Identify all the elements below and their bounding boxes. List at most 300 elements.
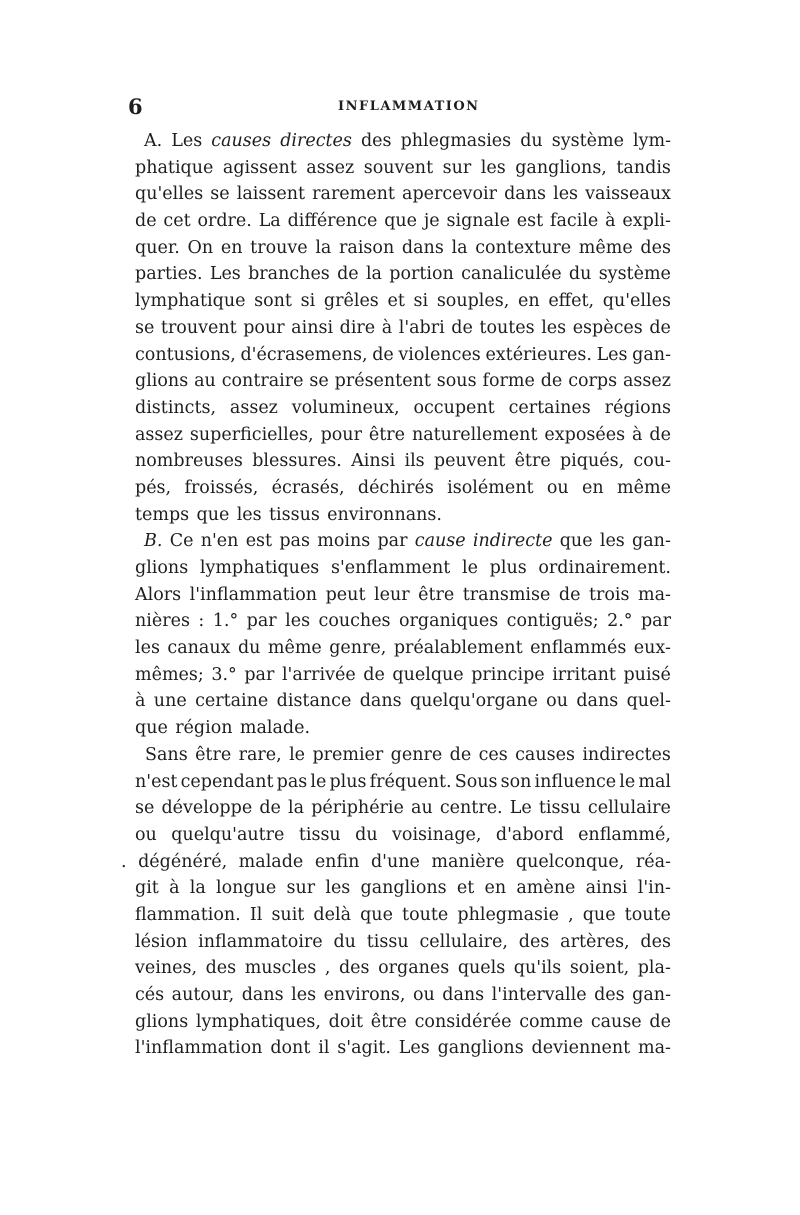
word: plus [329,771,367,792]
word: qu'elles [602,291,671,312]
word: considérée [414,1011,512,1032]
word: de [540,371,563,392]
word: au [194,371,216,392]
word: cellulaire, [419,931,508,952]
word: 1.° [212,611,239,632]
word: piqués, [559,451,625,472]
word: eux- [633,638,671,659]
word: les [325,878,351,899]
word: au [411,798,433,819]
word: naturellement [411,424,538,445]
word: glions [135,558,189,578]
text-line [135,769,671,796]
word: glions [135,1011,189,1032]
word: l'intervalle [491,985,587,1005]
word: les [236,504,262,525]
word: , [568,904,574,925]
text-line [135,982,671,1009]
word: dont [270,1038,311,1059]
word: froissés, [184,477,259,498]
word: ou [412,985,435,1005]
word: de [337,264,359,285]
word: dégénéré, [138,851,228,872]
word: préalablement [393,638,523,659]
word: son [500,771,532,792]
word: se [210,184,230,205]
word: genre, [329,638,387,659]
word: l'inflammation [135,1038,263,1059]
word: du [568,264,592,285]
word: delà [313,904,352,925]
word: si [300,291,316,312]
word: longue [216,878,277,899]
word: dans [442,985,485,1005]
word: système [598,264,671,285]
word: le [310,771,327,792]
word: vaisseaux [585,184,671,205]
word: mal [638,771,671,792]
word: assez [622,371,671,392]
word: effet, [548,291,595,312]
word: ou [135,824,157,845]
word: ainsi [291,317,334,338]
word: n'en [200,531,239,552]
word: suit [271,904,305,925]
word: ganglions [437,1038,524,1059]
word: branches [248,264,330,285]
word: ou [546,691,568,712]
word: contusions, [135,344,236,365]
word: rare, [238,744,282,765]
word: de [135,211,157,232]
word [144,528,162,555]
word: développe [161,798,253,819]
word: Le [509,798,532,819]
word: de [363,664,385,685]
text-line [135,875,671,902]
text-line [135,422,671,449]
word: périphérie [311,798,404,819]
word: en [582,477,604,498]
word: organes [378,958,450,979]
word: trois [588,584,630,605]
word: des [338,958,370,979]
word: Sous [454,771,498,792]
word: ganglions [360,878,447,899]
word: pés, [135,477,172,498]
word: nières [135,611,190,632]
word: d'une [370,851,420,872]
text-line [135,955,671,982]
word: cependant [180,771,274,792]
word: phatique [135,157,214,178]
text-line [135,155,671,182]
text-line [135,608,671,635]
word: , [324,958,331,979]
word: premier [312,744,384,765]
word: voisinage, [392,824,482,845]
text-line [135,662,671,689]
word: si [413,291,429,312]
word: les [599,531,625,552]
word: des [518,931,550,952]
italic-word: directes [280,131,352,151]
word [415,528,466,555]
word: souples, [436,291,510,312]
word: être [370,1011,407,1032]
word: cellulaire [587,798,671,819]
word: ils [404,451,425,472]
word: sous [436,371,477,392]
word: Sans [145,744,188,765]
word: est [245,531,273,552]
word: ganglions, [515,157,607,178]
word: quelconque, [515,851,625,872]
word: réa- [635,851,671,872]
word: plus [489,558,527,578]
text-line [135,181,671,208]
word: contexture [475,237,572,258]
body-text [121,128,671,1062]
word: extérieures. [485,344,592,365]
word: distance [276,691,352,712]
word: exposées [544,424,626,445]
word: que [196,504,230,525]
word: par [246,611,277,632]
word: principe [471,664,545,685]
word: dans [504,184,546,205]
word: Les [209,264,241,285]
word: même [617,477,671,498]
word: temps [135,504,190,525]
word: enfin [314,851,360,872]
word: manière [431,851,505,872]
word: ainsi [585,878,628,899]
word: même [267,638,322,659]
page-header [128,94,672,120]
word: système [551,131,624,151]
word: dans [576,691,619,712]
word: les [135,638,160,659]
word: que [135,718,168,739]
word [473,528,553,555]
word: de [259,798,281,819]
word: peut [325,584,366,605]
word: que [559,531,593,552]
word: les [291,985,317,1005]
word: lym- [633,131,671,151]
word: dire [339,317,376,338]
word: A. [144,131,163,151]
text-line [135,555,671,582]
page-number: 6 [128,94,143,119]
word: mêmes; [135,664,204,685]
text-line [135,235,671,262]
word: n'est [135,771,178,792]
word: muscles [244,958,317,979]
word: apercevoir [402,184,497,205]
word: écrasés, [271,477,345,498]
word: ma- [638,1038,671,1059]
word: ou [546,477,569,498]
word: certaine [195,691,269,712]
word: l'arrivée [281,664,356,685]
text-line [121,849,671,876]
word: couches [318,611,391,632]
word: les [285,611,311,632]
word: expli- [622,211,671,232]
text-line [135,582,671,609]
word: pla- [637,958,671,979]
word: canaux [167,638,231,659]
text-line [135,742,671,769]
word: du [520,131,543,151]
word: La [258,211,281,232]
word: est [516,211,544,232]
text-line [135,822,671,849]
word: distincts, [135,397,217,418]
word: d'abord [495,824,564,845]
word: deviennent [531,1038,631,1059]
word: Il [249,904,263,925]
word: leur [374,584,410,605]
word: qu'ils [513,958,562,979]
text-line [135,475,671,502]
word: que [384,211,418,232]
word: isolément [447,477,534,498]
word: puisé [623,664,671,685]
text-line [135,448,671,475]
word: transmise [462,584,551,605]
word: la [189,878,206,899]
word [211,128,271,155]
word: cause [590,1011,642,1032]
word: irritant [552,664,616,685]
word: laissent [236,184,306,205]
word: enflammés [530,638,627,659]
word: causes [515,744,575,765]
word: s'enflamment [330,558,451,578]
text-line [135,902,671,929]
word: ordre. [197,211,252,232]
word: On [187,237,214,258]
word: grêles [323,291,379,312]
word: assez [135,424,183,445]
word: artères, [560,931,630,952]
word: moins [317,531,371,552]
text-line [135,688,671,715]
word: par [244,664,275,685]
text-line [135,342,671,369]
word: l'abri [398,317,445,338]
italic-word: B. [144,531,163,552]
word: quelque [392,664,464,685]
word: à [632,424,643,445]
word: Ainsi [351,451,396,472]
word: malade [238,851,304,872]
word: Les [171,131,203,151]
word: tandis [616,157,671,178]
text-line [135,368,671,395]
word: Les [596,344,628,365]
word: flammation. [135,904,241,925]
word: blessures. [252,451,342,472]
word: phlegmasie [457,904,559,925]
text-line [135,502,671,529]
word: volumineux, [291,397,400,418]
italic-word: indirecte [472,531,553,552]
word: il [318,1038,330,1059]
word: lymphatique [135,291,246,312]
word: signale [446,211,510,232]
word: les [541,317,567,338]
word: la [315,237,332,258]
word: le [462,558,478,578]
word: tissu [366,931,409,952]
word: lésion [135,931,188,952]
word: de [649,424,671,445]
word: superficielles, [189,424,314,445]
word: canaliculée [461,264,562,285]
text-line [135,395,671,422]
word: la [288,798,305,819]
word: soient, [569,958,630,979]
word: rarement [312,184,395,205]
word: de [372,344,394,365]
word: parties. [135,264,203,285]
word: être [368,424,405,445]
word: du [237,638,261,659]
word: je [423,211,440,232]
word: cés [135,985,165,1005]
word: raison [339,237,395,258]
word: pour [243,317,285,338]
text-line [135,715,671,742]
word: en [220,237,243,258]
word: centre. [439,798,503,819]
word: qu'elles [135,184,204,205]
word: influence [534,771,617,792]
word: se [135,798,155,819]
word: agissent [222,157,297,178]
word: des [640,931,671,952]
word: phlegmasies [400,131,512,151]
word: pas [276,771,308,792]
word: Les [398,1038,430,1059]
word: la [451,237,468,258]
word: régions [604,397,671,418]
word: être [195,744,232,765]
word: et [456,878,475,899]
word: corps [568,371,618,392]
word: : [198,611,205,632]
text-line [135,1009,671,1036]
word: 2.° [607,611,633,632]
word: nombreuses [135,451,243,472]
word: Ce [169,531,194,552]
word: organiques [399,611,499,632]
word: quel- [626,691,671,712]
word: glions [135,371,189,392]
word: des [594,985,625,1005]
word: quelqu'autre [171,824,285,845]
word: pour [320,424,362,445]
word: région [175,718,233,739]
word: toute [402,904,449,925]
word: espèces [572,317,643,338]
text-line [135,795,671,822]
word: assez [306,157,355,178]
word: portion [389,264,454,285]
word [280,128,352,155]
word: se [309,371,329,392]
word: lymphatiques [199,558,320,578]
word: même [578,237,633,258]
italic-word: causes [211,131,272,151]
word: l'inflammation [189,584,318,605]
word: fréquent. [369,771,452,792]
word: environnans. [327,504,442,525]
word: le [619,771,636,792]
word: de [558,584,581,605]
word: 3.° [211,664,237,685]
word: à [605,211,616,232]
word: quelqu'organe [409,691,538,712]
word: se [135,317,155,338]
word: du [333,931,356,952]
word: le [289,744,306,765]
word: en [484,878,507,899]
word: doit [328,1011,364,1032]
word: être [514,451,551,472]
text-line [135,528,671,555]
word: des [205,958,237,979]
word: de [649,1011,671,1032]
word: veines, [135,958,198,979]
word: par [377,531,408,552]
word: ma- [638,584,671,605]
word: toutes [479,317,535,338]
word: des [360,131,392,151]
word: git [135,878,159,899]
word: déchirés [357,477,434,498]
word: du [355,824,378,845]
word: assez [229,397,278,418]
word: présentent [334,371,431,392]
text-line [135,208,671,235]
word: indirectes [582,744,671,765]
word: les [553,184,579,205]
word: lymphatiques, [195,1011,321,1032]
text-line [135,929,671,956]
word: dans [359,691,402,712]
word: genre [390,744,443,765]
word: tissu [298,824,341,845]
word: gan- [632,344,671,365]
word: Alors [135,584,182,605]
word: certaines [508,397,591,418]
word: pas [279,531,310,552]
word: à [135,691,146,712]
word: à [381,317,393,338]
text-line [135,315,671,342]
word: trouve [250,237,308,258]
word: environs, [323,985,406,1005]
word: toute [624,904,671,925]
word: violences [398,344,481,365]
word: quels [457,958,506,979]
word: tissu [538,798,581,819]
